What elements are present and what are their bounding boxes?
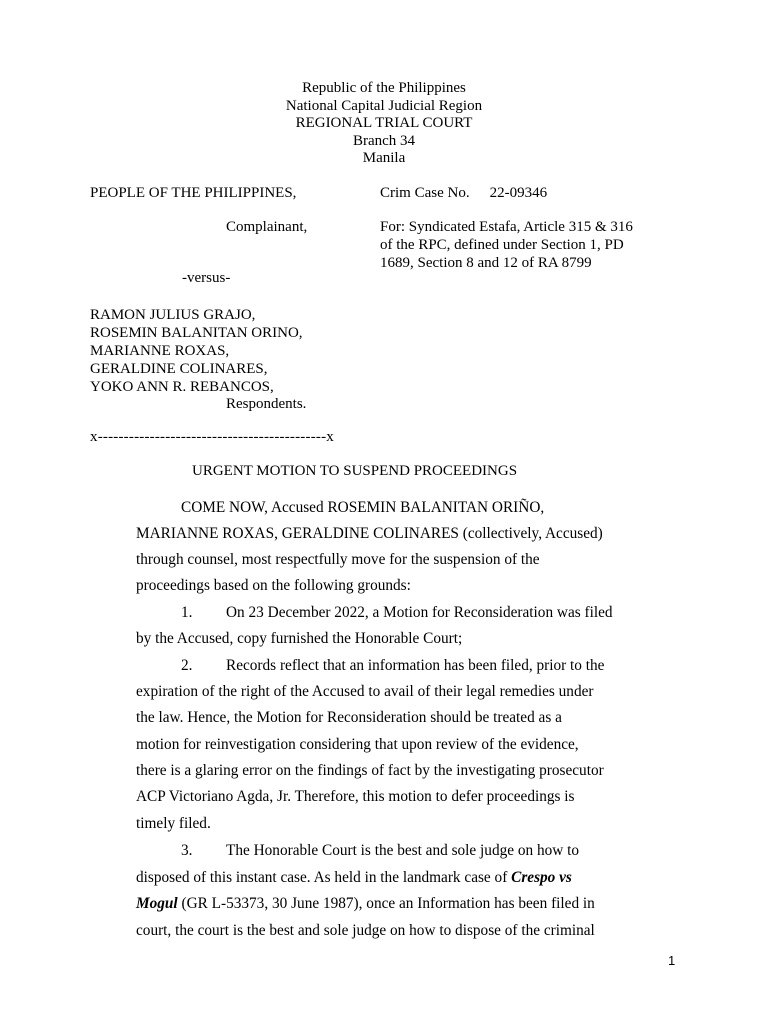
charge-line: For: Syndicated Estafa, Article 315 & 316 [380,219,633,235]
charge-description [380,218,633,272]
versus-label: -versus- [182,270,231,286]
item-line: The Honorable Court is the best and sole judge on how to [226,842,580,859]
intro-line: proceedings based on the following grounds: [136,577,411,594]
charge-line: of the RPC, defined under Section 1, PD [380,237,624,253]
item-number: 1. [181,604,193,621]
header-city: Manila [362,150,406,166]
court-header [0,80,768,168]
item-line: court, the court is the best and sole judge on how to dispose of the criminal [136,922,595,939]
complainant-label: Complainant, [226,219,308,235]
item-number: 3. [181,842,193,859]
plaintiff-name: PEOPLE OF THE PHILIPPINES, [90,185,297,201]
caption-separator: x--------------------------------------------x [90,429,334,445]
item-line: Records reflect that an information has been filed, prior to the [226,657,605,674]
item-line: timely filed. [136,815,211,832]
item-line: expiration of the right of the Accused to avail of their legal remedies under [136,683,594,700]
respondent-name: MARIANNE ROXAS, [90,343,230,359]
item-line: there is a glaring error on the findings of fact by the investigating prosecutor [136,762,604,779]
charge-line: 1689, Section 8 and 12 of RA 8799 [380,255,592,271]
intro-line: through counsel, most respectfully move for the suspension of the [136,551,540,568]
item-line: On 23 December 2022, a Motion for Reconsideration was filed [226,604,613,621]
case-number-label: Crim Case No. [380,185,470,201]
item-line [136,895,595,913]
item-line: motion for reinvestigation considering that upon review of the evidence, [136,736,579,753]
header-court: REGIONAL TRIAL COURT [295,115,473,131]
item-line: by the Accused, copy furnished the Honorable Court; [136,630,463,647]
respondent-name: YOKO ANN R. REBANCOS, [90,379,274,395]
header-republic: Republic of the Philippines [302,80,466,96]
header-region: National Capital Judicial Region [285,97,483,114]
case-citation: Mogul [136,895,178,912]
respondent-name: ROSEMIN BALANITAN ORINO, [90,325,303,341]
respondent-name: GERALDINE COLINARES, [90,361,268,377]
case-number: 22-09346 [489,185,548,201]
intro-line: MARIANNE ROXAS, GERALDINE COLINARES (collectively, Accused) [136,525,603,542]
case-citation: Crespo vs [511,869,572,886]
intro-line: COME NOW, Accused ROSEMIN BALANITAN ORIÑO, [181,499,545,516]
motion-title: URGENT MOTION TO SUSPEND PROCEEDINGS [192,463,518,479]
respondents-label: Respondents. [226,396,307,412]
respondent-name: RAMON JULIUS GRAJO, [90,307,256,323]
respondents-list [90,306,303,396]
header-branch: Branch 34 [352,132,416,149]
page-number: 1 [668,953,676,968]
item-line: the law. Hence, the Motion for Reconsideration should be treated as a [136,709,562,726]
item-text: (GR L-53373, 30 June 1987), once an Information has been filed in [177,895,595,912]
item-line: ACP Victoriano Agda, Jr. Therefore, this motion to defer proceedings is [136,788,575,805]
case-number-line [380,185,547,202]
item-text: disposed of this instant case. As held in the landmark case of [136,869,512,886]
item-number: 2. [181,657,193,674]
item-line [136,869,572,887]
